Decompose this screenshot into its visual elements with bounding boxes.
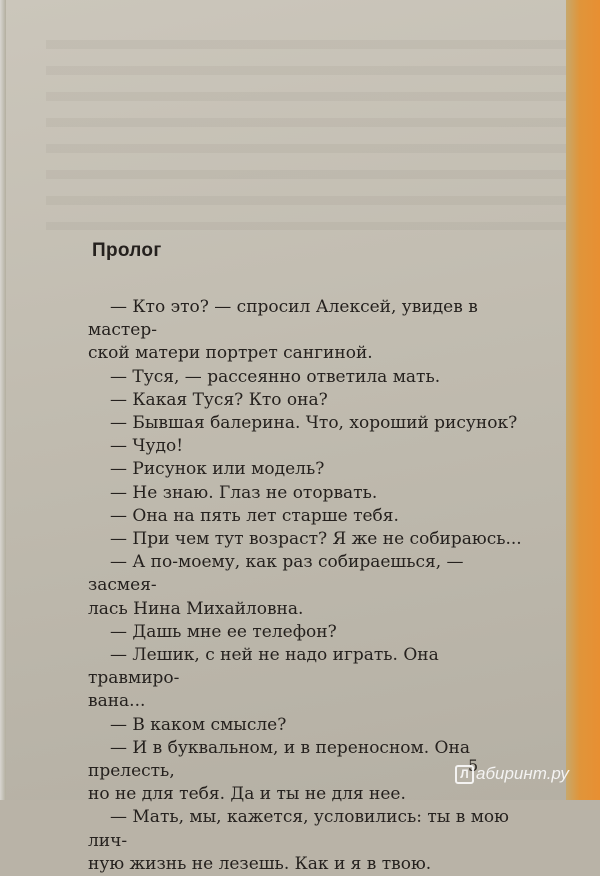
text-line: — Туся, — рассеянно ответила мать. [110,366,441,387]
orange-background [566,0,600,800]
text-line: ную жизнь не лезешь. Как и я в твою. [88,853,432,874]
watermark-text: абиринт.ру [476,764,569,783]
text-line: — В каком смысле? [110,714,287,735]
page-number: 5 [468,756,479,775]
labirint-logo-icon: Л [455,765,474,784]
text-line: — Лешик, с ней не надо играть. Она травмиро- [88,645,439,689]
text-line: — При чем тут возраст? Я же не собираюсь... [110,529,522,550]
text-line: — Чудо! [110,436,184,457]
labirint-watermark [455,764,569,784]
chapter-heading: Пролог [92,240,162,261]
text-line: но не для тебя. Да и ты не для нее. [88,784,406,805]
text-line: — Она на пять лет старше тебя. [110,505,399,526]
text-line: — А по-моему, как раз собираешься, — засмея- [88,552,464,596]
paragraph-list [88,296,528,876]
text-line: — Дашь мне ее телефон? [110,621,337,642]
text-line: — Какая Туся? Кто она? [110,389,328,410]
text-line: — Кто это? — спросил Алексей, увидев в мастер- [88,297,478,341]
text-line: вана... [88,691,146,712]
text-line: — Мать, мы, кажется, условились: ты в мою лич- [88,807,509,851]
text-line: лась Нина Михайловна. [88,598,304,619]
text-line: — И в буквальном, и в переносном. Она прелесть, [88,737,470,782]
bleed-through-text [46,40,566,230]
text-line: ской матери портрет сангиной. [88,343,373,364]
text-line: — Рисунок или модель? [110,459,325,480]
text-line: — Бывшая балерина. Что, хороший рисунок? [110,413,518,434]
text-line: — Не знаю. Глаз не оторвать. [110,482,378,503]
